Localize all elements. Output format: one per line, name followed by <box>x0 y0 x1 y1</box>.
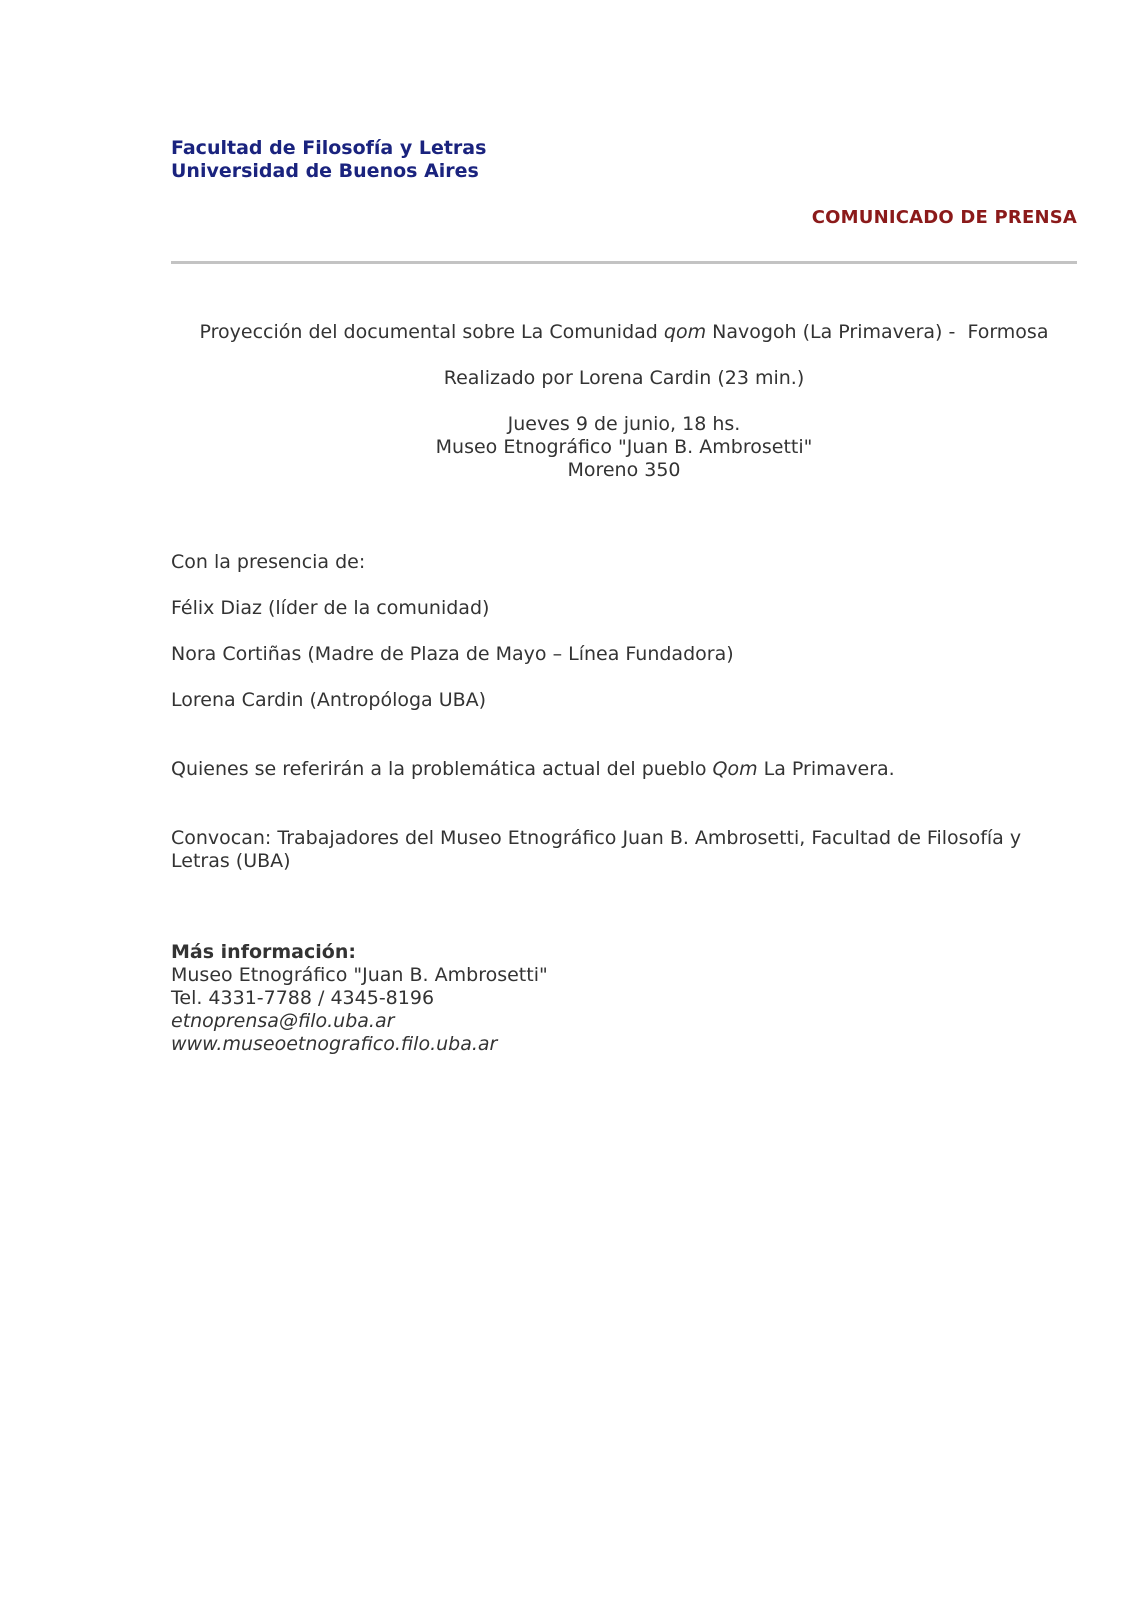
press-release-title: COMUNICADO DE PRENSA <box>811 207 1077 228</box>
topic-qom: Qom <box>712 758 758 780</box>
institution-faculty: Facultad de Filosofía y Letras <box>171 137 487 159</box>
event-venue: Museo Etnográfico "Juan B. Ambrosetti" <box>435 436 813 458</box>
topic-text: Quienes se referirán a la problemática actual del pueblo <box>171 758 713 780</box>
event-director: Realizado por Lorena Cardin (23 min.) <box>443 367 805 389</box>
event-date: Jueves 9 de junio, 18 hs. <box>507 413 741 435</box>
presence-person-2: Nora Cortiñas (Madre de Plaza de Mayo – Línea Fundadora) <box>171 643 734 665</box>
event-title-text-end: Navogoh (La Primavera) - Formosa <box>706 321 1049 343</box>
contact-phone: Tel. 4331-7788 / 4345-8196 <box>171 987 435 1009</box>
contact-block <box>171 941 1077 1056</box>
convocan-line-1: Convocan: Trabajadores del Museo Etnográfico Juan B. Ambrosetti, Facultad de Filosofía y <box>171 827 1022 849</box>
presence-person-3: Lorena Cardin (Antropóloga UBA) <box>171 689 487 711</box>
event-title-qom: qom <box>663 321 707 343</box>
event-details <box>171 413 1077 482</box>
presence-person-1: Félix Diaz (líder de la comunidad) <box>171 597 490 619</box>
institution-header <box>171 137 486 183</box>
convocan-statement <box>171 827 1077 873</box>
event-address: Moreno 350 <box>567 459 681 481</box>
event-title <box>171 321 1077 344</box>
contact-org: Museo Etnográfico "Juan B. Ambrosetti" <box>171 964 548 986</box>
topic-text-end: La Primavera. <box>757 758 895 780</box>
presence-intro: Con la presencia de: <box>171 551 366 573</box>
contact-website[interactable]: www.museoetnografico.filo.uba.ar <box>171 1033 498 1055</box>
contact-heading: Más información: <box>171 941 356 963</box>
topic-statement <box>171 758 1077 781</box>
header-divider <box>171 261 1077 264</box>
event-title-text: Proyección del documental sobre La Comunidad <box>199 321 664 343</box>
contact-email[interactable]: etnoprensa@filo.uba.ar <box>171 1010 395 1032</box>
institution-university: Universidad de Buenos Aires <box>171 160 479 182</box>
convocan-line-2: Letras (UBA) <box>171 850 291 872</box>
